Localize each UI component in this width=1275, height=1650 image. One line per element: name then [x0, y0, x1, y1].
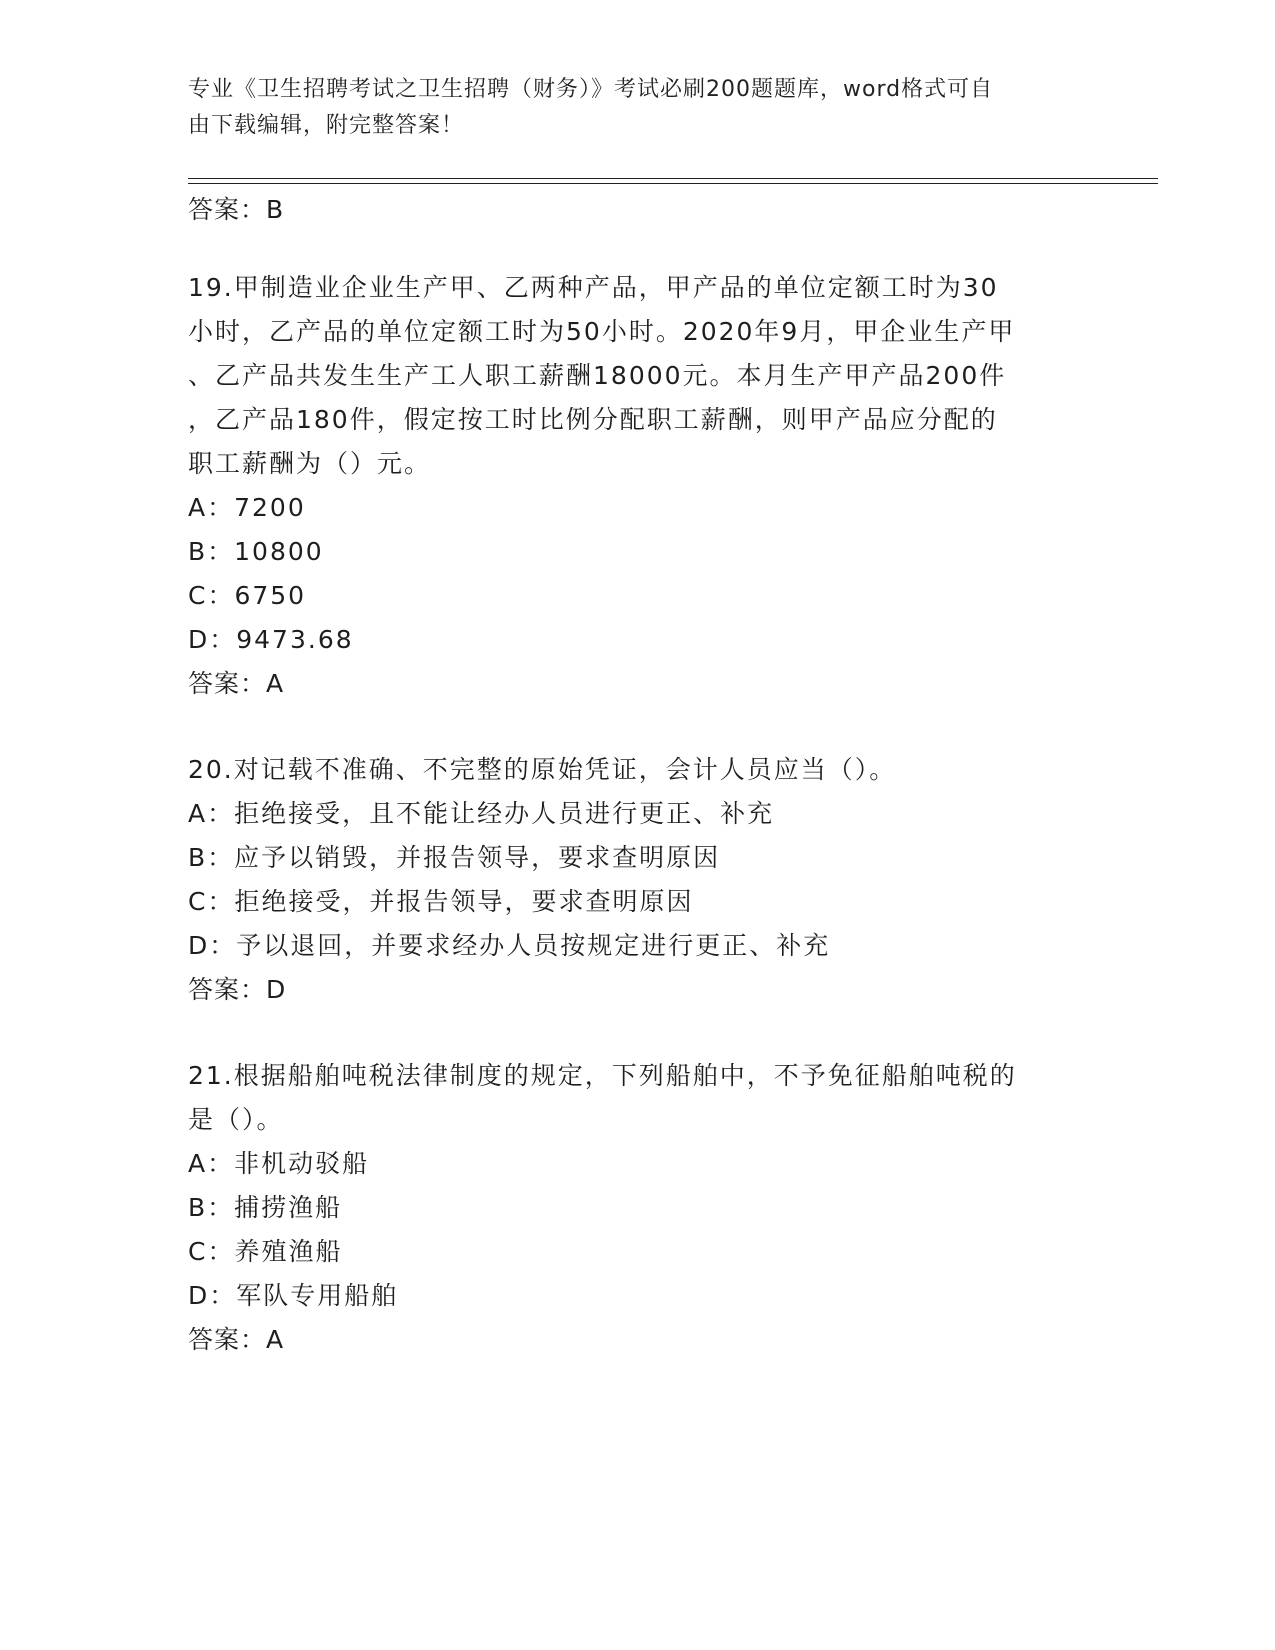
- question-19-option-d: D：9473.68: [188, 625, 354, 654]
- question-19-option-a: A：7200: [188, 493, 306, 522]
- header-divider-bottom: [188, 183, 1158, 184]
- question-21-option-b: B：捕捞渔船: [188, 1193, 343, 1222]
- question-21-option-c: C：养殖渔船: [188, 1237, 343, 1266]
- question-19-stem-line-1: 19.甲制造业企业生产甲、乙两种产品，甲产品的单位定额工时为30: [188, 273, 999, 302]
- question-20-option-d: D：予以退回，并要求经办人员按规定进行更正、补充: [188, 931, 831, 960]
- question-20-option-a: A：拒绝接受，且不能让经办人员进行更正、补充: [188, 799, 775, 828]
- question-19-option-b: B：10800: [188, 537, 324, 566]
- question-20-option-c: C：拒绝接受，并报告领导，要求查明原因: [188, 887, 694, 916]
- question-19-stem-line-4: ，乙产品180件，假定按工时比例分配职工薪酬，则甲产品应分配的: [188, 405, 998, 434]
- header-divider-top: [188, 178, 1158, 179]
- question-20-stem-line-1: 20.对记载不准确、不完整的原始凭证，会计人员应当（）。: [188, 755, 897, 784]
- question-20-option-b: B：应予以销毁，并报告领导，要求查明原因: [188, 843, 721, 872]
- answer-19: 答案：A: [188, 669, 285, 698]
- question-19-stem-line-2: 小时，乙产品的单位定额工时为50小时。2020年9月，甲企业生产甲: [188, 317, 1016, 346]
- question-21-option-a: A：非机动驳船: [188, 1149, 370, 1178]
- answer-20: 答案：D: [188, 975, 287, 1004]
- question-21-option-d: D：军队专用船舶: [188, 1281, 399, 1310]
- question-19-option-c: C：6750: [188, 581, 307, 610]
- question-21-stem-line-2: 是（）。: [188, 1105, 284, 1134]
- header-line-2: 由下载编辑，附完整答案！: [188, 113, 465, 138]
- header-line-1: 专业《卫生招聘考试之卫生招聘（财务）》考试必刷200题题库，word格式可自: [188, 77, 994, 102]
- question-19-stem-line-5: 职工薪酬为（）元。: [188, 449, 432, 478]
- question-19-stem-line-3: 、乙产品共发生生产工人职工薪酬18000元。本月生产甲产品200件: [188, 361, 1007, 390]
- answer-21: 答案：A: [188, 1325, 285, 1354]
- document-header: [188, 72, 1088, 144]
- answer-18: 答案：B: [188, 195, 285, 224]
- question-21-stem-line-1: 21.根据船舶吨税法律制度的规定，下列船舶中，不予免征船舶吨税的: [188, 1061, 1017, 1090]
